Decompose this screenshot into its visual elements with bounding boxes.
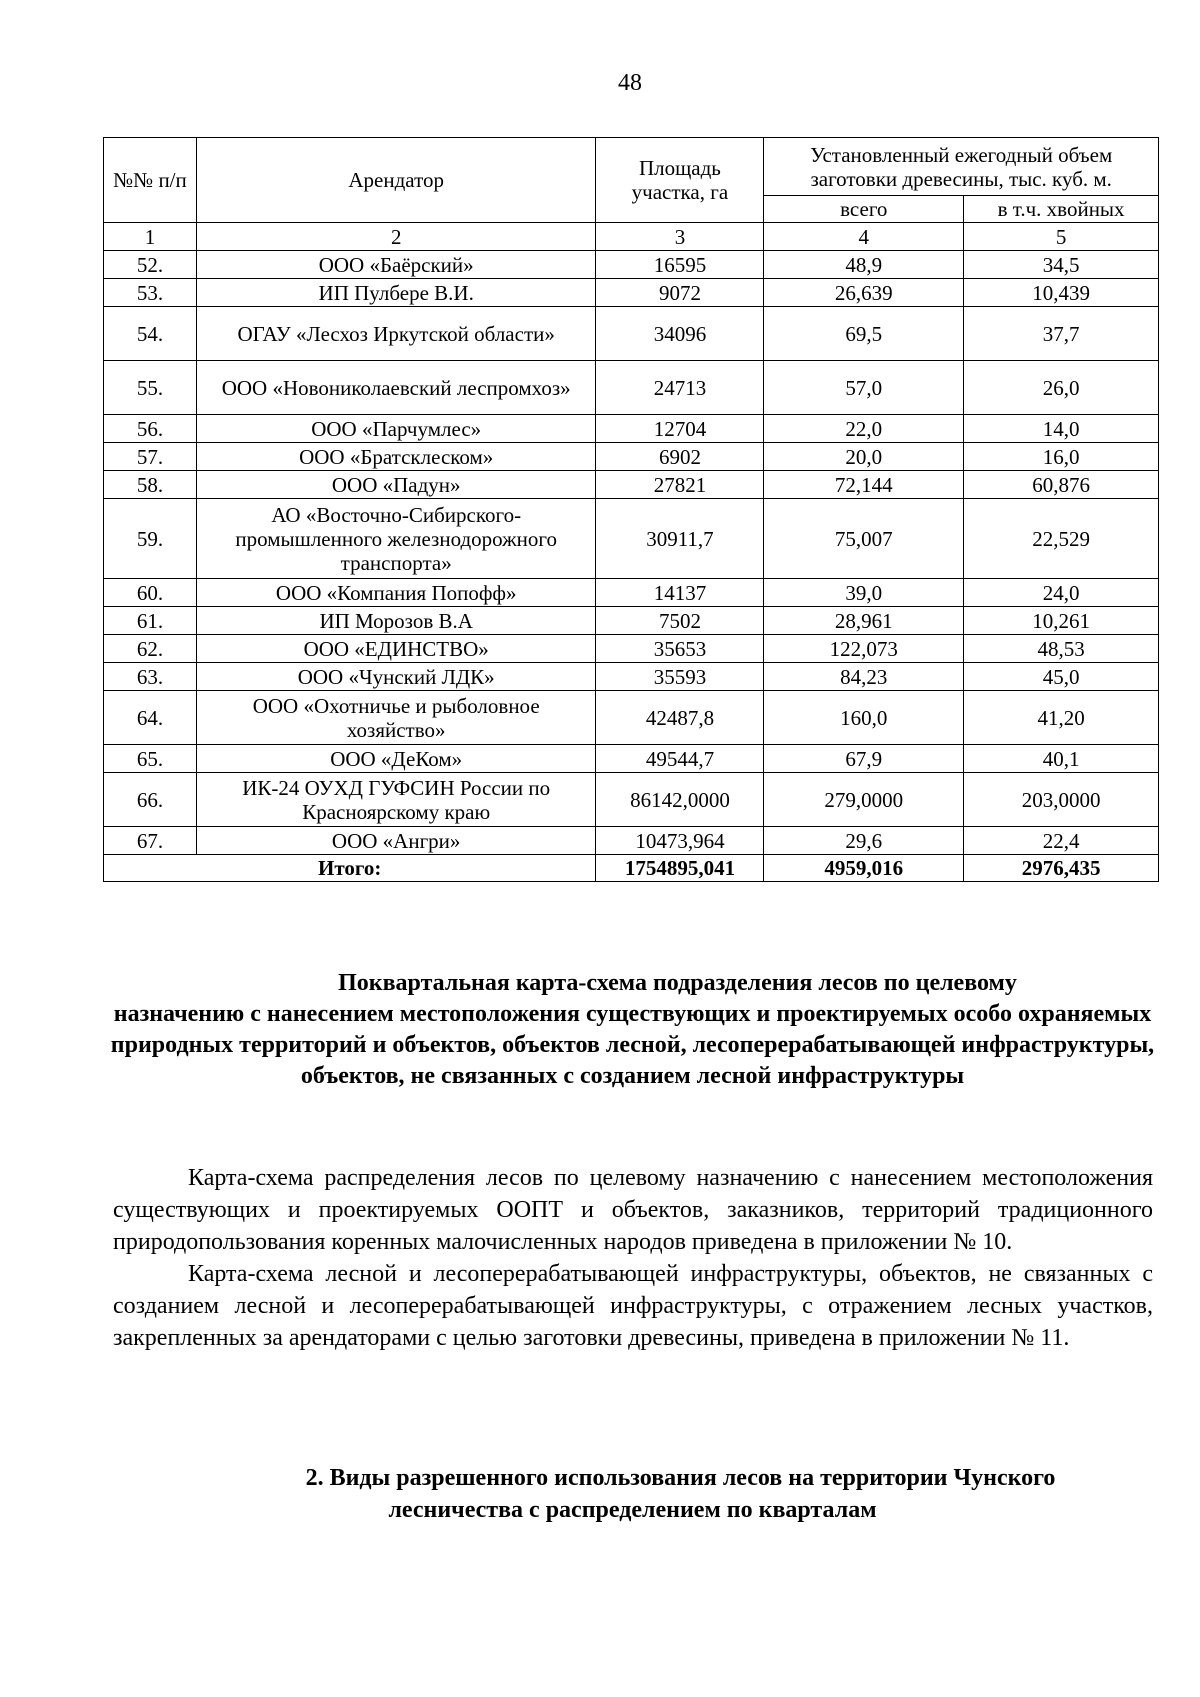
lessees-table xyxy=(103,137,1159,882)
lessee-name: ИП Пулбере В.И. xyxy=(196,279,596,307)
volume-total: 84,23 xyxy=(764,663,964,691)
area-value: 35653 xyxy=(596,635,764,663)
totals-conifer: 2976,435 xyxy=(964,855,1159,882)
paragraph: Карта-схема распределения лесов по целевому назначению с нанесением местоположения существующих и проектируемых ООПТ и объектов, заказников, территорий традиционного природопользования коренных малочисленных народов приведена в приложении № 10. xyxy=(113,1165,1153,1255)
lessee-name: ООО «Падун» xyxy=(196,471,596,499)
header-volume: Установленный ежегодный объем заготовки древесины, тыс. куб. м. xyxy=(764,138,1159,196)
area-value: 16595 xyxy=(596,251,764,279)
volume-conifer: 48,53 xyxy=(964,635,1159,663)
row-number: 59. xyxy=(104,499,197,579)
column-number: 1 xyxy=(104,223,197,251)
volume-total: 122,073 xyxy=(764,635,964,663)
volume-total: 26,639 xyxy=(764,279,964,307)
area-value: 10473,964 xyxy=(596,827,764,855)
section-heading xyxy=(110,968,1155,1092)
table-row xyxy=(104,663,1159,691)
row-number: 52. xyxy=(104,251,197,279)
area-value: 12704 xyxy=(596,415,764,443)
table-row xyxy=(104,279,1159,307)
volume-conifer: 24,0 xyxy=(964,579,1159,607)
volume-conifer: 16,0 xyxy=(964,443,1159,471)
row-number: 60. xyxy=(104,579,197,607)
lessee-name: ОГАУ «Лесхоз Иркутской области» xyxy=(196,307,596,361)
lessee-name: ООО «Компания Попофф» xyxy=(196,579,596,607)
body-text xyxy=(113,1162,1153,1354)
volume-conifer: 26,0 xyxy=(964,361,1159,415)
lessee-name: АО «Восточно-Сибирского-промышленного железнодорожного транспорта» xyxy=(196,499,596,579)
lessee-name: ООО «Братсклеском» xyxy=(196,443,596,471)
volume-total: 57,0 xyxy=(764,361,964,415)
section-heading-line1: Поквартальная карта-схема подразделения лесов по целевому xyxy=(338,970,1017,996)
row-number: 66. xyxy=(104,773,197,827)
table-row xyxy=(104,471,1159,499)
chapter-heading xyxy=(110,1462,1155,1526)
table-row xyxy=(104,691,1159,745)
table-row xyxy=(104,745,1159,773)
chapter-heading-line2: лесничества с распределением по кварталам xyxy=(388,1497,877,1523)
area-value: 6902 xyxy=(596,443,764,471)
row-number: 62. xyxy=(104,635,197,663)
volume-total: 48,9 xyxy=(764,251,964,279)
lessee-name: ИП Морозов В.А xyxy=(196,607,596,635)
lessee-name: ООО «Ангри» xyxy=(196,827,596,855)
table-row xyxy=(104,773,1159,827)
row-number: 63. xyxy=(104,663,197,691)
area-value: 42487,8 xyxy=(596,691,764,745)
volume-total: 75,007 xyxy=(764,499,964,579)
area-value: 14137 xyxy=(596,579,764,607)
area-value: 34096 xyxy=(596,307,764,361)
section-heading-rest: назначению с нанесением местоположения существующих и проектируемых особо охраняемых природных территорий и объектов, объектов лесной, лесоперерабатывающей инфраструктуры, объектов, не связанных с созданием лесной инфраструктуры xyxy=(110,1001,1155,1089)
area-value: 9072 xyxy=(596,279,764,307)
area-value: 86142,0000 xyxy=(596,773,764,827)
table-row xyxy=(104,579,1159,607)
paragraph: Карта-схема лесной и лесоперерабатывающей инфраструктуры, объектов, не связанных с созданием лесной и лесоперерабатывающей инфраструктуры, с отражением лесных участков, закрепленных за арендаторами с целью заготовки древесины, приведена в приложении № 11. xyxy=(113,1261,1153,1351)
table-row xyxy=(104,361,1159,415)
volume-conifer: 10,261 xyxy=(964,607,1159,635)
volume-conifer: 40,1 xyxy=(964,745,1159,773)
row-number: 67. xyxy=(104,827,197,855)
table-row xyxy=(104,415,1159,443)
row-number: 65. xyxy=(104,745,197,773)
volume-total: 28,961 xyxy=(764,607,964,635)
page-number: 48 xyxy=(618,70,642,96)
row-number: 61. xyxy=(104,607,197,635)
header-volume-conifer: в т.ч. хвойных xyxy=(964,196,1159,223)
volume-total: 29,6 xyxy=(764,827,964,855)
row-number: 57. xyxy=(104,443,197,471)
volume-conifer: 14,0 xyxy=(964,415,1159,443)
lessee-name: ООО «Парчумлес» xyxy=(196,415,596,443)
header-volume-total: всего xyxy=(764,196,964,223)
volume-total: 22,0 xyxy=(764,415,964,443)
table-row xyxy=(104,827,1159,855)
column-number: 5 xyxy=(964,223,1159,251)
volume-total: 72,144 xyxy=(764,471,964,499)
table-row xyxy=(104,307,1159,361)
column-number: 3 xyxy=(596,223,764,251)
volume-total: 67,9 xyxy=(764,745,964,773)
totals-row xyxy=(104,855,1159,882)
totals-volume: 4959,016 xyxy=(764,855,964,882)
row-number: 64. xyxy=(104,691,197,745)
column-number: 4 xyxy=(764,223,964,251)
volume-total: 39,0 xyxy=(764,579,964,607)
row-number: 58. xyxy=(104,471,197,499)
lessee-name: ИК-24 ОУХД ГУФСИН России по Красноярскому краю xyxy=(196,773,596,827)
header-num: №№ п/п xyxy=(104,138,197,223)
volume-conifer: 41,20 xyxy=(964,691,1159,745)
lessee-name: ООО «ЕДИНСТВО» xyxy=(196,635,596,663)
header-lessee: Арендатор xyxy=(196,138,596,223)
volume-conifer: 22,4 xyxy=(964,827,1159,855)
row-number: 56. xyxy=(104,415,197,443)
table-row xyxy=(104,499,1159,579)
lessee-name: ООО «Новониколаевский леспромхоз» xyxy=(196,361,596,415)
area-value: 27821 xyxy=(596,471,764,499)
volume-conifer: 22,529 xyxy=(964,499,1159,579)
area-value: 7502 xyxy=(596,607,764,635)
area-value: 30911,7 xyxy=(596,499,764,579)
volume-total: 160,0 xyxy=(764,691,964,745)
lessee-name: ООО «Чунский ЛДК» xyxy=(196,663,596,691)
area-value: 35593 xyxy=(596,663,764,691)
table-row xyxy=(104,635,1159,663)
column-number: 2 xyxy=(196,223,596,251)
volume-conifer: 37,7 xyxy=(964,307,1159,361)
volume-conifer: 34,5 xyxy=(964,251,1159,279)
table-row xyxy=(104,443,1159,471)
volume-total: 69,5 xyxy=(764,307,964,361)
volume-conifer: 203,0000 xyxy=(964,773,1159,827)
chapter-heading-line1: 2. Виды разрешенного использования лесов на территории Чунского xyxy=(305,1465,1056,1491)
table-row xyxy=(104,251,1159,279)
volume-conifer: 60,876 xyxy=(964,471,1159,499)
header-area: Площадь участка, га xyxy=(596,138,764,223)
volume-total: 279,0000 xyxy=(764,773,964,827)
table-row xyxy=(104,607,1159,635)
lessee-name: ООО «Баёрский» xyxy=(196,251,596,279)
row-number: 55. xyxy=(104,361,197,415)
area-value: 49544,7 xyxy=(596,745,764,773)
area-value: 24713 xyxy=(596,361,764,415)
totals-area: 1754895,041 xyxy=(596,855,764,882)
volume-total: 20,0 xyxy=(764,443,964,471)
row-number: 53. xyxy=(104,279,197,307)
volume-conifer: 45,0 xyxy=(964,663,1159,691)
lessee-name: ООО «Охотничье и рыболовное хозяйство» xyxy=(196,691,596,745)
totals-label: Итого: xyxy=(104,855,596,882)
lessee-name: ООО «ДеКом» xyxy=(196,745,596,773)
row-number: 54. xyxy=(104,307,197,361)
volume-conifer: 10,439 xyxy=(964,279,1159,307)
